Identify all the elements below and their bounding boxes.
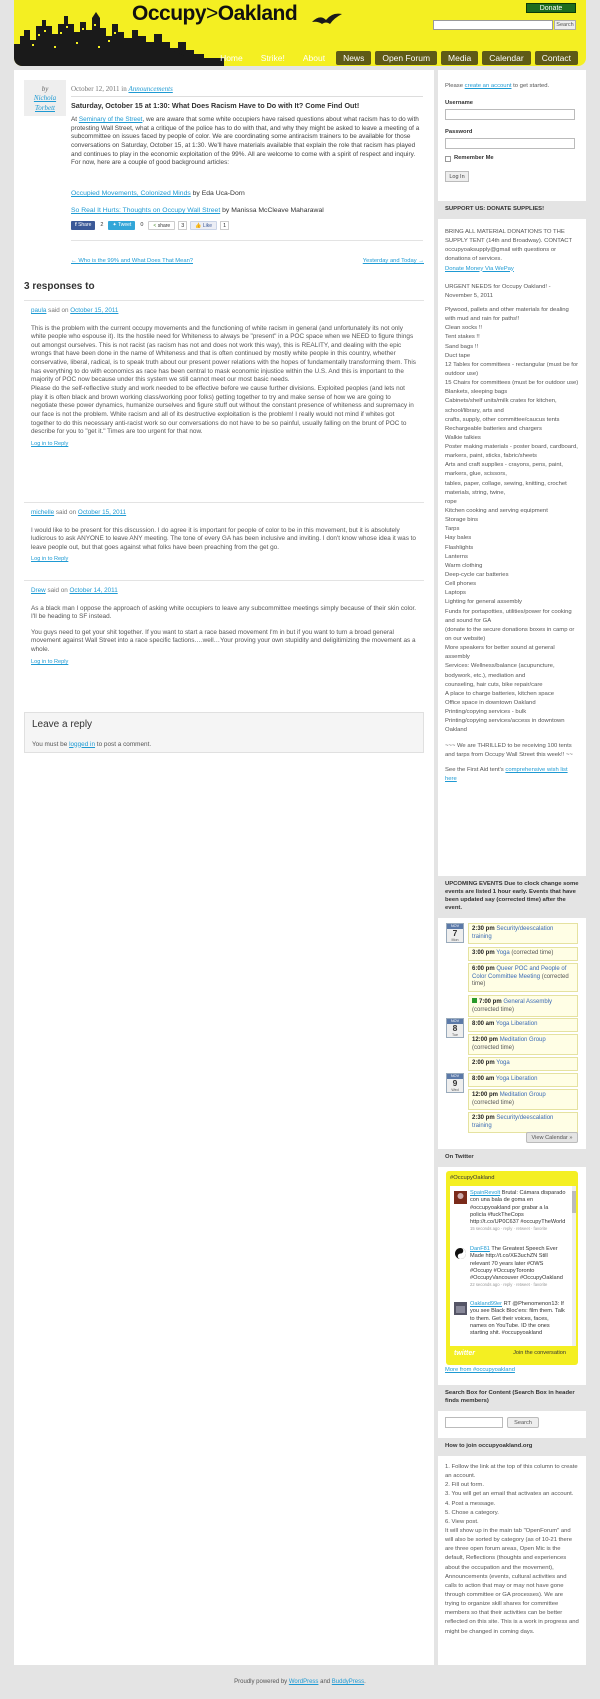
- event-note: (corrected time): [472, 1006, 515, 1013]
- body-pre: At: [71, 116, 79, 123]
- calendar-day: [446, 1018, 464, 1038]
- calendar-day: [446, 1073, 464, 1093]
- leave-reply-box: [24, 712, 424, 753]
- list-item: Tent stakes !!: [445, 334, 480, 341]
- list-item: Walkie talkies: [445, 434, 481, 441]
- list-item: crafts, supply, other committee/caucus tents: [445, 416, 560, 423]
- password-input[interactable]: [445, 138, 575, 149]
- post-body: [71, 116, 423, 168]
- divider: [71, 96, 423, 97]
- comment-paragraph: As a black man I oppose the approach of asking white occupiers to leave any subcommittee meetings simply because of their skin color. I'll be heading to SF instead.: [31, 604, 417, 621]
- like-button[interactable]: [190, 221, 217, 230]
- login-post: to get started.: [511, 83, 550, 89]
- nav-open-forum[interactable]: Open Forum: [375, 51, 437, 65]
- list-item: Clean socks !!: [445, 325, 482, 332]
- article-2-author: by Manissa McCleave Maharawal: [220, 207, 324, 214]
- event-link[interactable]: Yoga Liberation: [495, 1076, 538, 1082]
- needs-list: [445, 306, 579, 736]
- footer-and: and: [318, 1679, 332, 1685]
- thumbs-up-icon: 👍: [195, 223, 203, 229]
- comment: [24, 502, 424, 564]
- tweet-button[interactable]: [108, 221, 135, 230]
- comment-reply-link[interactable]: Log in to Reply: [31, 658, 69, 665]
- event-link[interactable]: Yoga: [496, 1060, 510, 1066]
- event-item[interactable]: [468, 1112, 578, 1133]
- howto-step: 4. Post a message.: [445, 1500, 496, 1507]
- day-month: NOV: [447, 1074, 463, 1079]
- content-search-body: [438, 1411, 586, 1432]
- article-1: [71, 189, 245, 198]
- header-search-button[interactable]: Search: [554, 20, 576, 30]
- content-search-widget: [438, 1385, 586, 1432]
- comment-reply-link[interactable]: Log in to Reply: [31, 556, 69, 563]
- comment-author-link[interactable]: michelle: [31, 509, 55, 516]
- comment-date-link[interactable]: October 14, 2011: [69, 587, 118, 594]
- list-item: A place to charge batteries, kitchen space: [445, 690, 555, 697]
- content-search-button[interactable]: Search: [507, 1417, 539, 1428]
- event-time: 12:00 pm: [472, 1092, 499, 1098]
- event-time: 7:00 pm: [479, 999, 502, 1005]
- list-item: Plywood, pallets and other materials for dealing with mud and rain for paths!!: [445, 306, 569, 323]
- tweet-text: The Greatest Speech Ever Made http://t.co/XE3uchZN Still relevant 70 years later #OWS #Occupy #OccupyToronto #OccupyVancouver #OccupyOakland: [470, 1246, 563, 1282]
- event-item[interactable]: [468, 1057, 578, 1071]
- comment-body: [31, 325, 417, 437]
- list-item: Lighting for general assembly: [445, 599, 522, 606]
- main-content: [14, 70, 434, 1665]
- list-item: Services: Wellness/balance (acupuncture, bodywork, etc.), mediation and: [445, 663, 555, 679]
- events-widget: [438, 876, 586, 1141]
- events-title: UPCOMING EVENTS Due to clock change some events are listed 1 hour early. Events that have been updated say (corrected time) after the event.: [438, 876, 586, 918]
- wish-pre: See the First Aid tent's: [445, 766, 506, 773]
- event-time: 2:00 pm: [472, 1060, 495, 1066]
- list-item: Funds for portapotties, utilities/power for cooking and sound for GA: [445, 608, 572, 624]
- facebook-icon: f: [75, 222, 79, 228]
- article-1-link[interactable]: Occupied Movements, Colonized Minds: [71, 190, 191, 197]
- comment-said: said on: [45, 587, 70, 594]
- login-button[interactable]: Log In: [445, 171, 469, 182]
- main-nav: [213, 51, 578, 65]
- list-item: Laptops: [445, 590, 466, 597]
- fb-share-label: Share: [78, 222, 92, 228]
- twitter-bird-icon: ✦: [112, 222, 118, 228]
- logged-in-link[interactable]: logged in: [69, 740, 96, 748]
- login-intro: [445, 82, 579, 91]
- event-time: 6:00 pm: [472, 966, 495, 972]
- tweet: [454, 1246, 566, 1288]
- article-1-author: by Eda Uca-Dorn: [190, 190, 245, 197]
- event-item[interactable]: [468, 947, 578, 961]
- comment: [24, 580, 424, 666]
- list-item: 12 Tables for committees - rectangular (must be for outdoor use): [445, 361, 579, 377]
- header-search-input[interactable]: [433, 20, 553, 30]
- howto-title: How to join occupyoakland.org: [438, 1438, 586, 1456]
- list-item: Duct tape: [445, 352, 471, 359]
- nav-contact[interactable]: Contact: [535, 51, 578, 65]
- like-count: 1: [220, 221, 229, 230]
- username-label: Username: [445, 100, 474, 107]
- remember-me: [445, 154, 579, 163]
- join-conversation-link[interactable]: Join the conversation: [513, 1350, 566, 1356]
- list-item: Printing/copying services/access in downtown Oakland: [445, 718, 565, 734]
- support-title: SUPPORT US: DONATE SUPPLIES!: [438, 201, 586, 219]
- calendar-day: [446, 923, 464, 943]
- tweet-scrollbar-thumb[interactable]: [572, 1191, 576, 1213]
- twitter-logo[interactable]: twitter: [454, 1350, 475, 1357]
- username-input[interactable]: [445, 109, 575, 120]
- leave-pre: You must be: [32, 740, 70, 748]
- tweet-meta: 15 seconds ago · reply · retweet · favorite: [470, 1226, 548, 1232]
- comment-reply-link[interactable]: Log in to Reply: [31, 440, 69, 447]
- tweet-list[interactable]: [450, 1186, 574, 1346]
- event-link[interactable]: Security/deescalation training: [472, 926, 554, 940]
- remember-me-checkbox[interactable]: [445, 156, 451, 162]
- day-weekday: Wed: [451, 1087, 459, 1092]
- nav-calendar[interactable]: Calendar: [482, 51, 531, 65]
- tweet: [454, 1301, 566, 1337]
- list-item: Sand bags !!: [445, 343, 479, 350]
- content-search-title: Search Box for Content (Search Box in header finds members): [438, 1385, 586, 1411]
- day-number: 7: [452, 927, 458, 938]
- comment-header: [31, 307, 417, 316]
- howto-step: 3. You will get an email that activates an account.: [445, 1491, 574, 1498]
- howto-step: 2. Fill out form.: [445, 1482, 484, 1489]
- fb-share-count: 2: [100, 222, 104, 228]
- list-item: rope: [445, 498, 457, 505]
- site-header: [14, 0, 586, 66]
- list-item: More speakers for better sound at general assembly: [445, 645, 555, 661]
- howto-body: [438, 1456, 586, 1641]
- donate-money-link[interactable]: Donate Money Via WePay: [445, 265, 514, 272]
- event-note: (corrected time): [472, 973, 569, 987]
- list-item: Cell phones: [445, 581, 477, 588]
- buddypress-link[interactable]: BuddyPress: [331, 1679, 365, 1685]
- comment-paragraph: This is the problem with the current occupy movements and the functioning of white racism in general (and unfortunately its not only white people who espouse it). Its the hostile need for Whiteness to always be "present" in a POC space when we NEED to figure things out amongst ourselves. This is not racist (as racism has not and does not work this way), this is REALITY, and dealing with the epic wrongs that have been done in the name of Whiteness and that is often continued by mostly white people in this country, whether conservative, liberal, radical, is to speak truth about our present power relations with the hopes of fundamentally transforming them. This has everything to do with economics as race has been central to mask economic injustice within the U.S. And this is important to the majority of POC now because under this system we still cannot meet our most basic needs. Please do the self-reflective study and work needed to be effective before we cause further divisions. Exploited peoples (and lets not play it is often black and brown working class/working poor folks) getting together to try and make sense of how we are going to negotiate these power dynamics, humanize ourselves and figure stuff out without the constant presence of whiteness and supremacy in our face is not the problem. White racism and all of its destructive exploitation is the problem! I really would not mind if whites got together to do this necessary anti-racist work so our conversations do not have to be so painful, usually falling on the brunt of POC to describe for you to "get it." Times are too urgent for that now.: [31, 324, 416, 436]
- support-body: [438, 219, 586, 788]
- event-time: 8:00 am: [472, 1021, 495, 1027]
- tweet-count: 0: [140, 222, 144, 228]
- list-item: Office space in downtown Oakland: [445, 700, 536, 706]
- tweet-text: Brutal: Cámara disparado con una bala de goma en #occupyoakland por grabar a la policía #fuckTheCops http://t.co/UP0C637 #occupyTheWorld: [470, 1190, 566, 1226]
- howto-step: 1. Follow the link at the top of this column to create an account.: [445, 1463, 578, 1480]
- list-item: (donate to the secure donations boxes in camp or on our website): [445, 626, 575, 643]
- login-widget: [438, 78, 586, 186]
- list-item: Storage bins: [445, 517, 479, 524]
- event-item[interactable]: [468, 1089, 578, 1110]
- article-2: [71, 206, 324, 215]
- green-square-icon: [472, 998, 477, 1003]
- login-pre: Please: [445, 83, 465, 89]
- share-label: share: [157, 223, 171, 229]
- day-weekday: Tue: [451, 1032, 459, 1037]
- day-weekday: Mon: [451, 937, 459, 942]
- list-item: Cabinets/shelf units/milk crates for kitchen, school/library, arts and: [445, 398, 557, 414]
- howto-widget: [438, 1438, 586, 1641]
- comment-paragraph: You guys need to get your shit together. If you want to start a race based movement I'm in but if you want to turn a broad general movement against Wall Street into a race specific factions….well…Your proving your own stupidity and deligitimizing the movement as a whole.: [31, 628, 416, 654]
- avatar: [454, 1191, 467, 1204]
- nav-news[interactable]: News: [336, 51, 371, 65]
- like-label: Like: [202, 223, 213, 229]
- twitter-footer: [450, 1348, 574, 1360]
- event-link[interactable]: Meditation Group: [499, 1092, 546, 1098]
- wish-list-link[interactable]: comprehensive wish list here: [445, 766, 568, 782]
- logo-arrow-icon: >: [206, 2, 218, 25]
- list-item: Arts and craft supplies - crayons, pens, paint, markers, glue, scissors,: [445, 462, 563, 478]
- share-count: 3: [178, 221, 187, 230]
- event-link[interactable]: Queer POC and People of Color Committee Meeting: [472, 966, 567, 980]
- body-text: , we are aware that some white occupiers have raised questions about what racism has to do with protesting Wall Street, what a critique of the police has to do with that, and why they might be asked to leave a meeting of a subcommittee on issues faced by people of color. We are coordinating some antiracism trainers to be available for those conversations on Saturday, October 15, at 1:30. We'll have materials available that explain the role that racism has played and continues to play in the economic exploitation of the 99%. All are welcome to come with a spirit of respect and inquiry. For now, here are a couple of good background articles:: [71, 116, 420, 167]
- event-link[interactable]: Meditation Group: [499, 1037, 546, 1043]
- previous-post-link[interactable]: ← Who is the 99% and What Does That Mean?: [71, 258, 194, 264]
- comment-author-link[interactable]: paula: [31, 307, 47, 314]
- post-meta: [71, 85, 173, 94]
- logo-occupy: Occupy: [132, 2, 207, 25]
- twitter-hashtag: #OccupyOakland: [450, 1175, 495, 1181]
- seminary-link[interactable]: Seminary of the Street: [78, 116, 143, 123]
- day-number: 8: [452, 1022, 458, 1033]
- comment-said: said on: [54, 509, 78, 516]
- login-body: [438, 78, 586, 186]
- event-item[interactable]: [468, 963, 578, 992]
- twitter-title: On Twitter: [438, 1149, 586, 1167]
- howto-step: 6. View post.: [445, 1518, 479, 1525]
- nav-strike[interactable]: Strike!: [260, 53, 285, 63]
- site-footer: [0, 1678, 600, 1686]
- author-box: [24, 80, 66, 116]
- share-button[interactable]: [148, 221, 175, 230]
- leave-reply-text: [32, 741, 416, 750]
- tweet-user-link[interactable]: Oakland99er: [470, 1301, 503, 1307]
- comment-said: said on: [46, 307, 71, 314]
- tweet-label: Tweet: [117, 222, 132, 228]
- leave-post: to post a comment.: [95, 740, 152, 748]
- event-time: 12:00 pm: [472, 1037, 499, 1043]
- list-item: Deep-cycle car batteries: [445, 572, 509, 579]
- comment-date-link[interactable]: October 15, 2011: [77, 509, 127, 516]
- avatar: [454, 1247, 467, 1260]
- comment-author-link[interactable]: Drew: [31, 587, 46, 594]
- sidebar: [438, 70, 586, 1665]
- wish-list-note: [445, 766, 579, 784]
- comment-header: [31, 509, 417, 518]
- day-number: 9: [452, 1077, 458, 1088]
- tweet-meta: 22 seconds ago · reply · retweet · favorite: [470, 1282, 548, 1288]
- howto-step: It will show up in the main tab "OpenForum" and will also be sorted by category (as of 10-21 there are three open forum areas, Open Mic is the default, Reflections (thoughts and experiences about the occupation and the movement), Announcements (events, cultural activities and calls to action that may or may not have gone through committee or GA processes). We are trying to organize skill shares for committee members so that their activities can be better reflected on this site. This is a work in progress and might be changed in coming days.: [445, 1527, 579, 1635]
- facebook-share-button[interactable]: [71, 221, 95, 230]
- urgent-needs-heading: URGENT NEEDS for Occupy Oakland! - November 5, 2011: [445, 283, 551, 299]
- view-calendar-button[interactable]: View Calendar »: [526, 1132, 578, 1143]
- list-item: Printing/copying services - bulk: [445, 709, 527, 716]
- twitter-widget-header: [438, 1149, 586, 1167]
- share-icon: <: [153, 223, 158, 229]
- comment-body: [31, 527, 417, 553]
- twitter-widget: [446, 1171, 578, 1365]
- footer-end: .: [364, 1679, 366, 1685]
- create-account-link[interactable]: create an account: [464, 83, 512, 89]
- footer-pre: Proudly powered by: [234, 1679, 289, 1685]
- tweet-user-link[interactable]: DanF81: [470, 1246, 490, 1252]
- password-label: Password: [445, 129, 473, 136]
- more-from-hashtag-link[interactable]: More from #occupyoakland: [445, 1367, 515, 1373]
- list-item: Lanterns: [445, 553, 468, 560]
- list-item: 15 Chairs for committees (must be for outdoor use): [445, 380, 579, 387]
- post-date: October 12, 2011 in: [71, 85, 129, 93]
- list-item: Rechargeable batteries and chargers: [445, 425, 542, 432]
- event-note: (corrected time): [472, 1044, 515, 1051]
- bird-icon: [312, 12, 342, 26]
- thrilled-note: ~~~ We are THRILLED to be receiving 100 tents and tarps from Occupy Wall Street this week!! ~~: [445, 742, 573, 758]
- list-item: Flashlights: [445, 544, 474, 551]
- nav-home[interactable]: Home: [220, 53, 243, 63]
- event-time: 8:00 am: [472, 1076, 495, 1082]
- event-time: 3:00 pm: [472, 950, 495, 956]
- content-search-input[interactable]: [445, 1417, 503, 1428]
- event-item[interactable]: [468, 1034, 578, 1055]
- wordpress-link[interactable]: WordPress: [288, 1679, 319, 1685]
- event-link[interactable]: Security/deescalation training: [472, 1115, 554, 1129]
- avatar: [454, 1302, 467, 1315]
- tweet-text: RT @Phenomenon13: If you see Black Bloc'ers: film them. Talk to them. Get their voices, faces, names on YouTube. ID the ones starting shit. #occupyoakland: [470, 1301, 565, 1337]
- event-note: (corrected time): [509, 950, 554, 956]
- next-post-link[interactable]: Yesterday and Today →: [362, 258, 424, 264]
- event-time: 2:30 pm: [472, 926, 495, 932]
- event-link[interactable]: General Assembly: [503, 999, 553, 1005]
- event-link[interactable]: Yoga: [496, 950, 510, 956]
- list-item: Hay bales: [445, 535, 472, 542]
- event-time: 2:30 pm: [472, 1115, 495, 1121]
- list-item: counseling, hair cuts, bike repair/care: [445, 681, 543, 688]
- support-widget: [438, 201, 586, 788]
- share-row: [71, 221, 229, 230]
- list-item: Poster making materials - poster board, cardboard, markers, paint, sticks, fabric/sheets: [445, 444, 578, 460]
- support-intro: BRING ALL MATERIAL DONATIONS TO THE SUPPLY TENT (14th and Broadway). CONTACT occupyoaksupply@gmail with questions or donations of services.: [445, 228, 573, 263]
- article-2-link[interactable]: So Real It Hurts: Thoughts on Occupy Wall Street: [71, 207, 221, 214]
- author-by: by: [41, 85, 49, 93]
- event-link[interactable]: Yoga Liberation: [495, 1021, 538, 1027]
- tweet-user-link[interactable]: SpainRevolt: [470, 1190, 501, 1196]
- event-item[interactable]: [468, 923, 578, 944]
- category-link[interactable]: Announcements: [128, 85, 173, 93]
- comment-date-link[interactable]: October 15, 2011: [70, 307, 119, 314]
- event-item[interactable]: [468, 1018, 578, 1032]
- list-item: Warm clothing: [445, 562, 483, 569]
- leave-reply-title: Leave a reply: [32, 719, 93, 730]
- tweet: [454, 1190, 566, 1232]
- howto-step: 5. Chose a category.: [445, 1509, 499, 1516]
- nav-about[interactable]: About: [302, 53, 326, 63]
- list-item: Blankets, sleeping bags: [445, 389, 508, 396]
- list-item: tables, paper, collage, sewing, knitting, crochet materials, string, twine,: [445, 480, 567, 496]
- remember-me-label: Remember Me: [454, 155, 494, 162]
- event-item[interactable]: [468, 1073, 578, 1087]
- logo-oakland: Oakland: [217, 2, 298, 25]
- site-logo[interactable]: [132, 0, 297, 28]
- day-month: NOV: [447, 1019, 463, 1024]
- comment-paragraph: I would like to be present for this discussion. I do agree it is important for people of color to be in this movement, but it is absolutely ludicrous to ask ANYONE to leave ANY meeting. The tone of every GA has been inclusive and inviting. I don't know whose idea it was to leave people out, but that goes against what folks have been preaching from the get go.: [31, 526, 416, 551]
- donate-button[interactable]: Donate: [526, 3, 576, 13]
- event-note: (corrected time): [472, 1099, 515, 1106]
- post-title: Saturday, October 15 at 1:30: What Does Racism Have to Do with It? Come Find Out!: [71, 101, 360, 110]
- comment: [24, 300, 424, 448]
- divider: [71, 240, 423, 241]
- responses-heading: 3 responses to: [24, 281, 95, 292]
- comment-body: [31, 605, 417, 655]
- day-month: NOV: [447, 924, 463, 929]
- nav-media[interactable]: Media: [441, 51, 478, 65]
- list-item: Kitchen cooking and serving equipment: [445, 508, 548, 515]
- list-item: Tarps: [445, 526, 460, 533]
- author-name-link[interactable]: Nichola Torbett: [33, 94, 57, 112]
- event-item[interactable]: [468, 995, 578, 1017]
- comment-header: [31, 587, 417, 596]
